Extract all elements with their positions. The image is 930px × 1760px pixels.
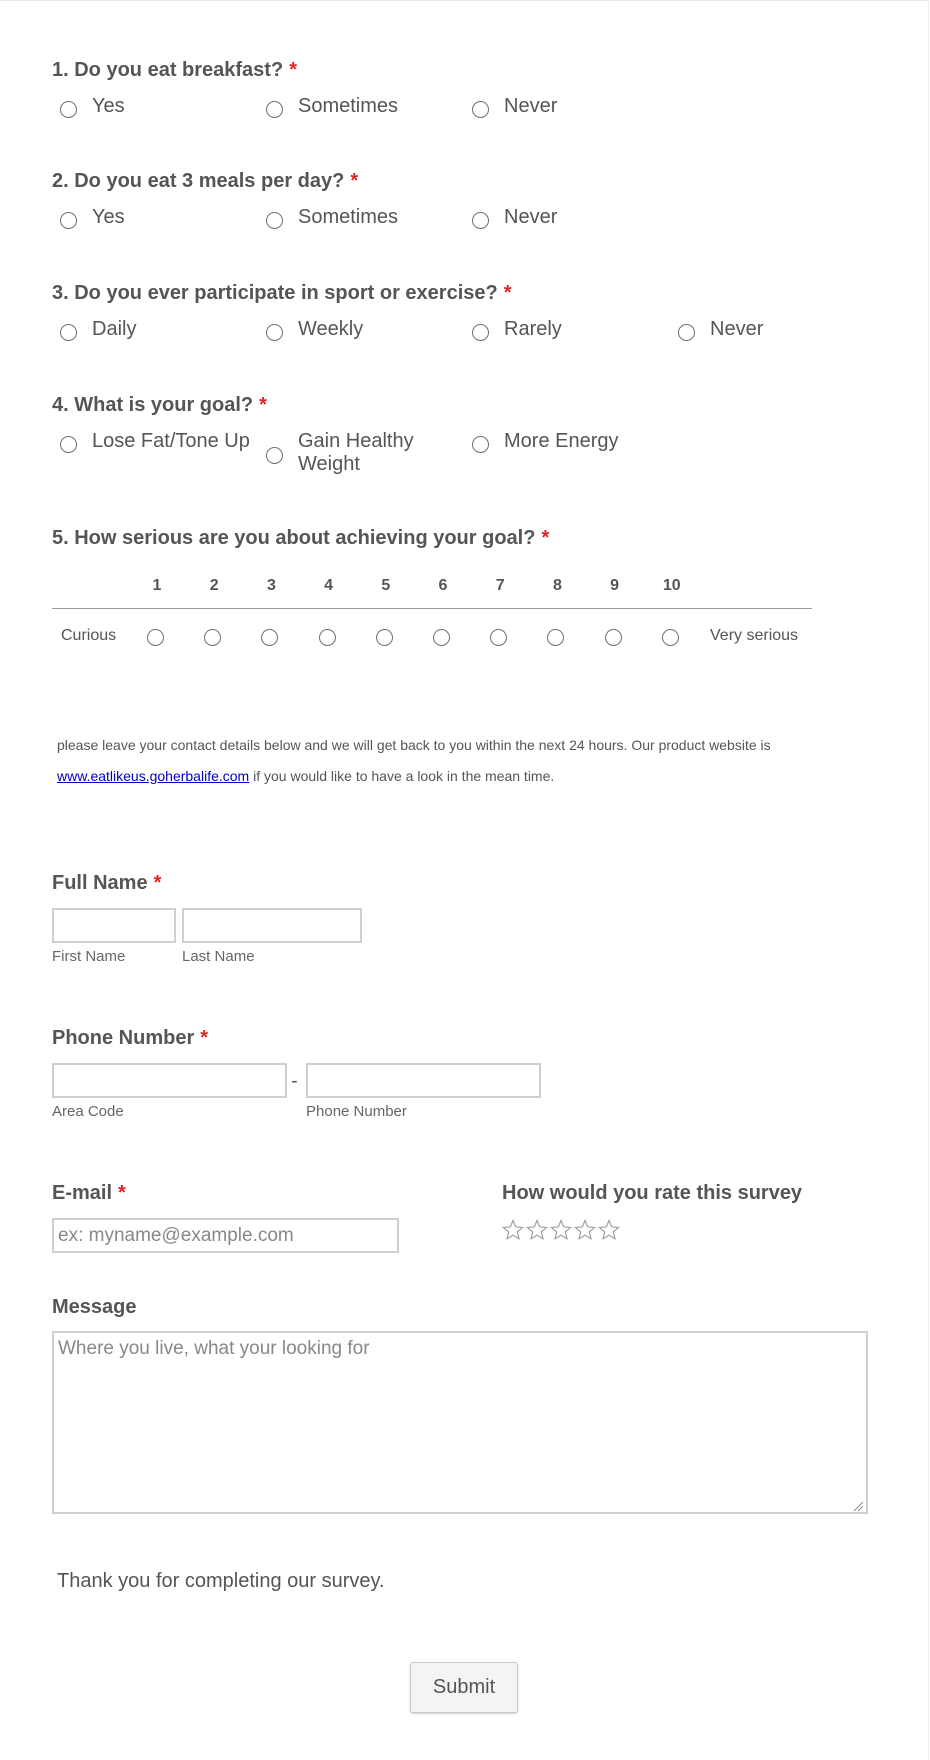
star-icon[interactable] bbox=[550, 1219, 572, 1241]
email-placeholder: ex: myname@example.com bbox=[58, 1225, 294, 1246]
q1-option-sometimes: Sometimes bbox=[298, 95, 399, 117]
top-border bbox=[0, 0, 928, 1]
info-text-line-2 bbox=[57, 768, 554, 784]
thank-you-text: Thank you for completing our survey. bbox=[57, 1570, 385, 1592]
q1-radio-yes[interactable] bbox=[60, 101, 77, 118]
q2-radio-sometimes[interactable] bbox=[266, 212, 283, 229]
q1-radio-sometimes[interactable] bbox=[266, 101, 283, 118]
q1-option-never: Never bbox=[504, 95, 558, 117]
q3-radio-weekly[interactable] bbox=[266, 324, 283, 341]
q4-option-more-energy: More Energy bbox=[504, 430, 619, 452]
phone-number-sublabel: Phone Number bbox=[306, 1103, 407, 1120]
submit-button[interactable]: Submit bbox=[410, 1662, 518, 1713]
question-1-label: 1. Do you eat breakfast? * bbox=[52, 59, 297, 81]
scale-number: 10 bbox=[662, 577, 681, 594]
scale-number: 7 bbox=[495, 577, 505, 594]
scale-number: 3 bbox=[266, 577, 276, 594]
q4-radio-lose-fat[interactable] bbox=[60, 436, 77, 453]
scale-radio[interactable] bbox=[662, 629, 679, 646]
q2-option-yes: Yes bbox=[92, 206, 125, 228]
scale-radio[interactable] bbox=[147, 629, 164, 646]
question-5-label: 5. How serious are you about achieving your goal? * bbox=[52, 527, 550, 549]
q4-option-lose-fat: Lose Fat/Tone Up bbox=[92, 430, 250, 452]
required-marker: * bbox=[350, 170, 359, 192]
email-label: E-mail * bbox=[52, 1182, 126, 1204]
star-icon[interactable] bbox=[598, 1219, 620, 1241]
scale-number: 2 bbox=[209, 577, 219, 594]
area-code-input[interactable] bbox=[52, 1063, 287, 1098]
scale-radio[interactable] bbox=[376, 629, 393, 646]
q1-radio-never[interactable] bbox=[472, 101, 489, 118]
q2-option-never: Never bbox=[504, 206, 558, 228]
info-text-rest: if you would like to have a look in the mean time. bbox=[249, 768, 555, 784]
question-3-label: 3. Do you ever participate in sport or exercise? * bbox=[52, 282, 512, 304]
message-label: Message bbox=[52, 1296, 137, 1318]
required-marker: * bbox=[118, 1182, 126, 1204]
last-name-input[interactable] bbox=[182, 908, 362, 943]
question-4-label: 4. What is your goal? * bbox=[52, 394, 267, 416]
q3-option-never: Never bbox=[710, 318, 764, 340]
scale-number: 8 bbox=[552, 577, 562, 594]
q3-radio-never[interactable] bbox=[678, 324, 695, 341]
first-name-sublabel: First Name bbox=[52, 948, 126, 965]
website-link[interactable]: www.eatlikeus.goherbalife.com bbox=[57, 768, 250, 784]
required-marker: * bbox=[289, 59, 297, 81]
scale-radio[interactable] bbox=[547, 629, 564, 646]
q2-option-sometimes: Sometimes bbox=[298, 206, 399, 228]
scale-number: 4 bbox=[324, 577, 334, 594]
q3-option-weekly: Weekly bbox=[298, 318, 364, 340]
q3-radio-daily[interactable] bbox=[60, 324, 77, 341]
area-code-sublabel: Area Code bbox=[52, 1103, 124, 1120]
scale-radio[interactable] bbox=[261, 629, 278, 646]
scale-radio[interactable] bbox=[605, 629, 622, 646]
scale-number: 5 bbox=[381, 577, 391, 594]
q3-radio-rarely[interactable] bbox=[472, 324, 489, 341]
scale-number: 1 bbox=[152, 577, 162, 594]
scale-number: 9 bbox=[610, 577, 620, 594]
q4-option-gain-weight: Gain Healthy Weight bbox=[298, 430, 414, 475]
scale-radio[interactable] bbox=[490, 629, 507, 646]
phone-separator: - bbox=[291, 1070, 298, 1092]
first-name-input[interactable] bbox=[52, 908, 176, 943]
q4-radio-gain-weight[interactable] bbox=[266, 447, 283, 464]
scale-radio[interactable] bbox=[433, 629, 450, 646]
q2-radio-never[interactable] bbox=[472, 212, 489, 229]
required-marker: * bbox=[259, 394, 267, 416]
message-placeholder: Where you live, what your looking for bbox=[58, 1338, 370, 1359]
phone-number-input[interactable] bbox=[306, 1063, 541, 1098]
email-input[interactable] bbox=[52, 1218, 399, 1253]
required-marker: * bbox=[153, 872, 162, 894]
resize-handle-icon[interactable] bbox=[852, 1500, 864, 1512]
q3-option-daily: Daily bbox=[92, 318, 137, 340]
scale-high-label: Very serious bbox=[710, 627, 799, 644]
full-name-label: Full Name * bbox=[52, 872, 162, 894]
question-2-label: 2. Do you eat 3 meals per day? * bbox=[52, 170, 359, 192]
q2-radio-yes[interactable] bbox=[60, 212, 77, 229]
required-marker: * bbox=[541, 527, 550, 549]
star-icon[interactable] bbox=[502, 1219, 524, 1241]
rating-label: How would you rate this survey bbox=[502, 1182, 803, 1204]
required-marker: * bbox=[503, 282, 512, 304]
right-border bbox=[928, 0, 929, 1760]
scale-number: 6 bbox=[438, 577, 448, 594]
scale-radio[interactable] bbox=[204, 629, 221, 646]
q4-radio-more-energy[interactable] bbox=[472, 436, 489, 453]
phone-label: Phone Number * bbox=[52, 1027, 209, 1049]
scale-divider bbox=[52, 608, 812, 609]
star-icon[interactable] bbox=[574, 1219, 596, 1241]
scale-low-label: Curious bbox=[61, 627, 117, 644]
last-name-sublabel: Last Name bbox=[182, 948, 255, 965]
info-text-line-1: please leave your contact details below and we will get back to you within the next 24 hours. Our product website is bbox=[57, 737, 771, 753]
scale-radio[interactable] bbox=[319, 629, 336, 646]
q1-option-yes: Yes bbox=[92, 95, 125, 117]
star-icon[interactable] bbox=[526, 1219, 548, 1241]
q3-option-rarely: Rarely bbox=[504, 318, 562, 340]
message-textarea[interactable] bbox=[52, 1331, 868, 1514]
required-marker: * bbox=[200, 1027, 209, 1049]
